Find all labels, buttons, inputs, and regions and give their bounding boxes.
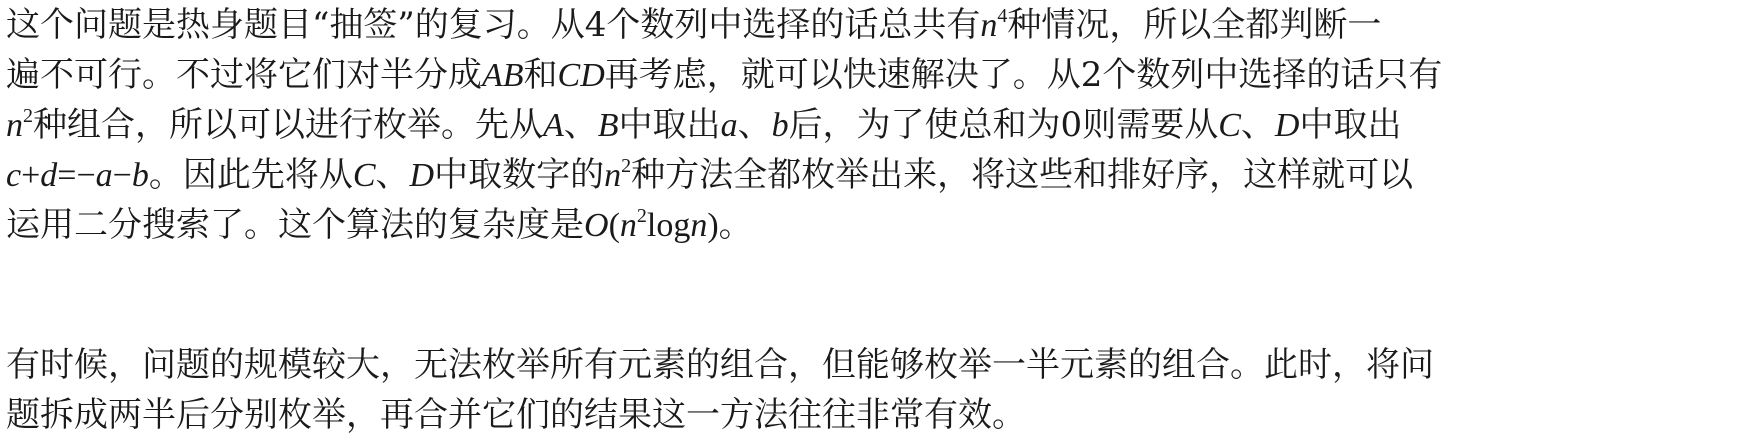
math-operator: + <box>21 157 41 194</box>
math-exponent: 2 <box>636 205 647 227</box>
text-line: 有时候，问题的规模较大，无法枚举所有元素的组合，但能够枚举一半元素的组合。此时，将问 <box>6 345 1434 385</box>
paragraph-second <box>6 340 1434 440</box>
math-variable: b <box>771 107 789 144</box>
math-variable: a <box>95 157 113 194</box>
math-variable: O <box>584 207 609 244</box>
math-exponent: 2 <box>621 155 632 177</box>
text-run: 种情况，所以全都判断一 <box>1007 5 1382 45</box>
text-run: 中取出 <box>1299 105 1402 145</box>
math-variable: n <box>6 107 23 144</box>
math-variable: C <box>1218 107 1241 144</box>
math-variable: d <box>40 157 58 194</box>
math-variable: n <box>619 207 637 244</box>
text-line <box>6 100 1442 150</box>
text-run: 、 <box>563 105 598 145</box>
text-run: 再考虑，就可以快速解决了。从2个数列中选择的话只有 <box>604 55 1443 95</box>
text-run: 种组合，所以可以进行枚举。先从 <box>33 105 543 145</box>
math-variable: n <box>980 7 998 44</box>
text-line <box>6 200 1442 250</box>
math-exponent: 2 <box>23 105 33 127</box>
text-run: 种方法全都枚举出来，将这些和排好序，这样就可以 <box>631 155 1414 195</box>
math-variable: D <box>1274 107 1300 144</box>
text-run: 、 <box>737 105 772 145</box>
text-run: 、 <box>1240 105 1275 145</box>
text-run: 和 <box>523 55 558 95</box>
text-line: 题拆成两半后分别枚举，再合并它们的结果这一方法往往非常有效。 <box>6 395 1026 435</box>
text-run: 后，为了使总和为0则需要从 <box>788 105 1219 145</box>
math-variable: n <box>604 157 622 194</box>
math-variable: B <box>597 107 619 144</box>
math-variable: a <box>720 107 738 144</box>
math-operator: ( <box>608 207 620 244</box>
text-line <box>6 50 1442 100</box>
math-operator: − <box>112 157 132 194</box>
text-run: 中取出 <box>618 105 721 145</box>
text-run: 、 <box>375 155 410 195</box>
math-variable: n <box>690 207 708 244</box>
math-variable: D <box>409 157 435 194</box>
math-operator: =− <box>57 157 96 194</box>
math-variable: C <box>352 157 376 194</box>
math-variable: b <box>131 157 149 194</box>
math-exponent: 4 <box>997 5 1008 27</box>
text-run: 。因此先将从 <box>148 155 353 195</box>
text-run: 这个问题是热身题目“抽签”的复习。从4个数列中选择的话总共有 <box>6 5 981 45</box>
math-variable: CD <box>557 57 605 94</box>
text-line <box>6 150 1442 200</box>
math-variable: AB <box>482 57 524 94</box>
math-variable: c <box>6 157 22 194</box>
math-function: log <box>646 207 691 244</box>
text-run: 运用二分搜索了。这个算法的复杂度是 <box>6 205 584 245</box>
text-line <box>6 0 1442 50</box>
paragraph-first <box>6 0 1442 250</box>
text-run: 中取数字的 <box>434 155 605 195</box>
math-operator: ) <box>707 207 719 244</box>
text-run: 遍不可行。不过将它们对半分成 <box>6 55 482 95</box>
math-variable: A <box>543 107 564 144</box>
text-run: 。 <box>718 205 753 245</box>
